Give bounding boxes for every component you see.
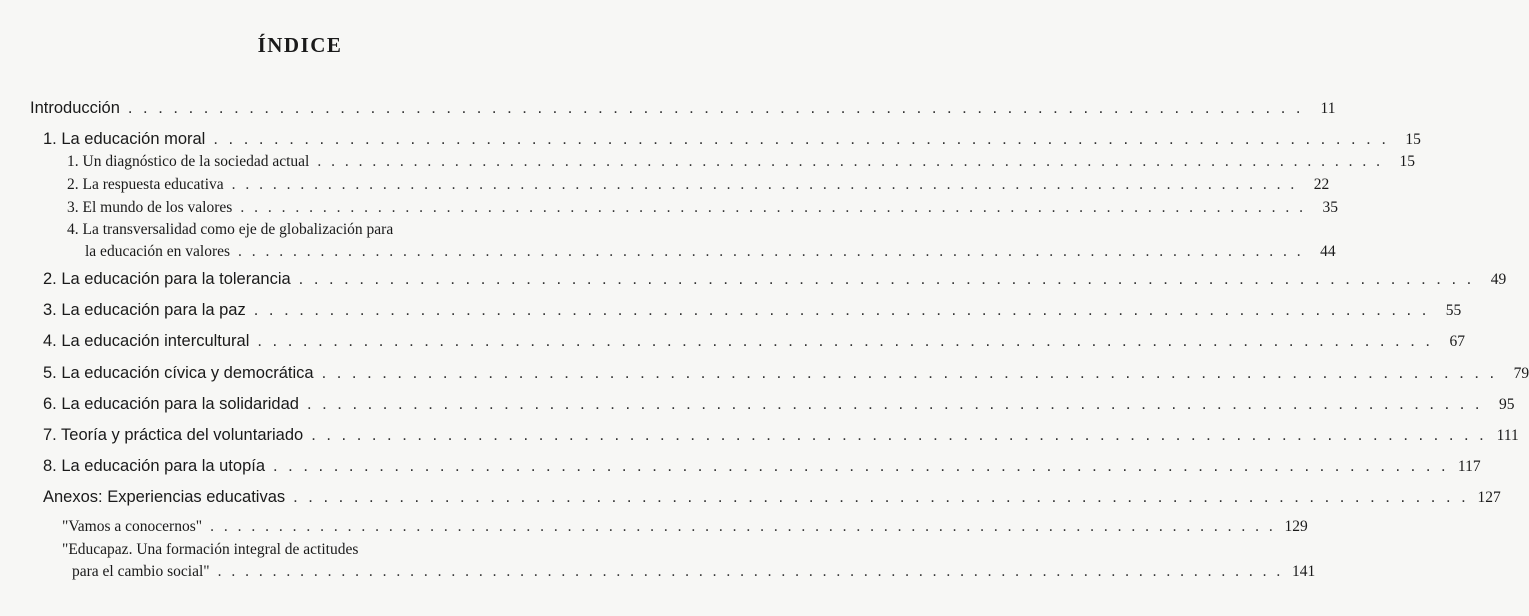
toc-leader-dots: . . . . . . . . . . . . . . . . . . . . . . . . . . . . . . . . . . . . . . . . . . . . . . . . . . . . . . . . . . . . . . . . . . . . . . . . . . . . . . bbox=[306, 395, 1483, 413]
toc-leader-dots: . . . . . . . . . . . . . . . . . . . . . . . . . . . . . . . . . . . . . . . . . . . . . . . . . . . . . . . . . . . . . . . . . . . . . . . . . . . . . . bbox=[238, 243, 1304, 260]
toc-label: 2. La educación para la tolerancia bbox=[43, 270, 291, 288]
toc-label: 8. La educación para la utopía bbox=[43, 457, 266, 475]
toc-page-number: 129 bbox=[1284, 518, 1308, 535]
toc-entry-section-1-4[interactable] bbox=[85, 241, 1336, 263]
toc-leader-dots: . . . . . . . . . . . . . . . . . . . . . . . . . . . . . . . . . . . . . . . . . . . . . . . . . . . . . . . . . . . . . . . . . . . . . . . . . . . . . . bbox=[217, 563, 1284, 580]
toc-leader-dots: . . . . . . . . . . . . . . . . . . . . . . . . . . . . . . . . . . . . . . . . . . . . . . . . . . . . . . . . . . . . . . . . . . . . . . . . . . . . . . bbox=[213, 130, 1389, 148]
toc-page-number: 44 bbox=[1320, 243, 1336, 260]
toc-entry-section-1-2[interactable] bbox=[67, 174, 1330, 196]
toc-leader-dots: . . . . . . . . . . . . . . . . . . . . . . . . . . . . . . . . . . . . . . . . . . . . . . . . . . . . . . . . . . . . . . . . . . . . . . . . . . . . . . bbox=[231, 176, 1298, 193]
toc-entry-anexo-2-line1[interactable]: "Educapaz. Una formación integral de actitudes bbox=[62, 541, 359, 558]
toc-leader-dots: . . . . . . . . . . . . . . . . . . . . . . . . . . . . . . . . . . . . . . . . . . . . . . . . . . . . . . . . . . . . . . . . . . . . . . . . . . . . . . bbox=[317, 153, 1383, 170]
page-title: ÍNDICE bbox=[257, 33, 343, 57]
toc-page-number: 127 bbox=[1477, 489, 1501, 506]
toc-leader-dots: . . . . . . . . . . . . . . . . . . . . . . . . . . . . . . . . . . . . . . . . . . . . . . . . . . . . . . . . . . . . . . . . . . . . . . . . . . . . . . bbox=[253, 301, 1430, 319]
toc-label: Introducción bbox=[30, 99, 120, 117]
toc-label: 4. La educación intercultural bbox=[43, 332, 250, 350]
toc-page-number: 141 bbox=[1291, 563, 1316, 580]
toc-entry-section-1-1[interactable] bbox=[67, 151, 1415, 173]
toc-label: 6. La educación para la solidaridad bbox=[43, 395, 299, 413]
toc-page-number: 22 bbox=[1313, 176, 1330, 193]
toc-page-number: 49 bbox=[1490, 271, 1507, 288]
toc-label: para el cambio social" bbox=[72, 563, 210, 580]
toc-label: 5. La educación cívica y democrática bbox=[43, 364, 314, 382]
toc-leader-dots: . . . . . . . . . . . . . . . . . . . . . . . . . . . . . . . . . . . . . . . . . . . . . . . . . . . . . . . . . . . . . . . . . . . . . . . . . . . . . . bbox=[298, 270, 1475, 288]
toc-page-number: 35 bbox=[1322, 199, 1338, 216]
toc-label: 3. El mundo de los valores bbox=[67, 199, 233, 216]
toc-label: "Vamos a conocernos" bbox=[62, 518, 203, 535]
toc-entry-anexos[interactable] bbox=[43, 486, 1501, 508]
toc-leader-dots: . . . . . . . . . . . . . . . . . . . . . . . . . . . . . . . . . . . . . . . . . . . . . . . . . . . . . . . . . . . . . . . . . . . . . . . . . . . . . . bbox=[257, 332, 1433, 350]
toc-leader-dots: . . . . . . . . . . . . . . . . . . . . . . . . . . . . . . . . . . . . . . . . . . . . . . . . . . . . . . . . . . . . . . . . . . . . . . . . . . . . . . bbox=[240, 199, 1306, 216]
toc-entry-chapter-8[interactable] bbox=[43, 455, 1481, 477]
toc-leader-dots: . . . . . . . . . . . . . . . . . . . . . . . . . . . . . . . . . . . . . . . . . . . . . . . . . . . . . . . . . . . . . . . . . . . . . . . . . . . . . . bbox=[210, 518, 1276, 535]
toc-entry-chapter-3[interactable] bbox=[43, 299, 1462, 321]
toc-entry-section-1-3[interactable] bbox=[67, 197, 1338, 219]
toc-leader-dots: . . . . . . . . . . . . . . . . . . . . . . . . . . . . . . . . . . . . . . . . . . . . . . . . . . . . . . . . . . . . . . . . . . . . . . . . . . . . . . bbox=[311, 426, 1487, 444]
toc-leader-dots: . . . . . . . . . . . . . . . . . . . . . . . . . . . . . . . . . . . . . . . . . . . . . . . . . . . . . . . . . . . . . . . . . . . . . . . . . . . . . . bbox=[293, 488, 1469, 506]
toc-leader-dots: . . . . . . . . . . . . . . . . . . . . . . . . . . . . . . . . . . . . . . . . . . . . . . . . . . . . . . . . . . . . . . . . . . . . . . . . . . . . . . bbox=[127, 99, 1304, 117]
toc-entry-introduccion[interactable] bbox=[30, 97, 1336, 119]
toc-entry-chapter-6[interactable] bbox=[43, 393, 1515, 415]
toc-entry-anexo-1[interactable] bbox=[62, 516, 1308, 538]
toc-entry-chapter-4[interactable] bbox=[43, 330, 1465, 352]
toc-page-number: 117 bbox=[1457, 458, 1481, 475]
toc-page-number: 95 bbox=[1499, 396, 1515, 413]
toc-label: 1. La educación moral bbox=[43, 130, 206, 148]
toc-page-number: 79 bbox=[1513, 365, 1529, 382]
toc-label: 2. La respuesta educativa bbox=[67, 176, 224, 193]
toc-entry-chapter-5[interactable] bbox=[43, 362, 1529, 384]
toc-entry-anexo-2[interactable] bbox=[72, 561, 1316, 583]
toc-leader-dots: . . . . . . . . . . . . . . . . . . . . . . . . . . . . . . . . . . . . . . . . . . . . . . . . . . . . . . . . . . . . . . . . . . . . . . . . . . . . . . bbox=[273, 457, 1449, 475]
toc-leader-dots: . . . . . . . . . . . . . . . . . . . . . . . . . . . . . . . . . . . . . . . . . . . . . . . . . . . . . . . . . . . . . . . . . . . . . . . . . . . . . . bbox=[321, 364, 1498, 382]
toc-label: 7. Teoría y práctica del voluntariado bbox=[43, 426, 304, 444]
toc-entry-section-1-4-line1[interactable]: 4. La transversalidad como eje de globalización para bbox=[67, 221, 394, 238]
toc-label: 1. Un diagnóstico de la sociedad actual bbox=[67, 153, 310, 170]
toc-page-number: 15 bbox=[1405, 131, 1421, 148]
toc-entry-chapter-7[interactable] bbox=[43, 424, 1519, 446]
toc-entry-chapter-2[interactable] bbox=[43, 268, 1507, 290]
toc-label: Anexos: Experiencias educativas bbox=[43, 488, 286, 506]
toc-page-number: 55 bbox=[1445, 302, 1462, 319]
toc-page-number: 67 bbox=[1449, 333, 1465, 350]
toc-page-number: 11 bbox=[1320, 100, 1336, 117]
toc-page-number: 111 bbox=[1496, 427, 1519, 444]
toc-page-number: 15 bbox=[1399, 153, 1415, 170]
toc-label: la educación en valores bbox=[85, 243, 231, 260]
toc-entry-chapter-1[interactable] bbox=[43, 128, 1421, 150]
toc-label: 3. La educación para la paz bbox=[43, 301, 246, 319]
